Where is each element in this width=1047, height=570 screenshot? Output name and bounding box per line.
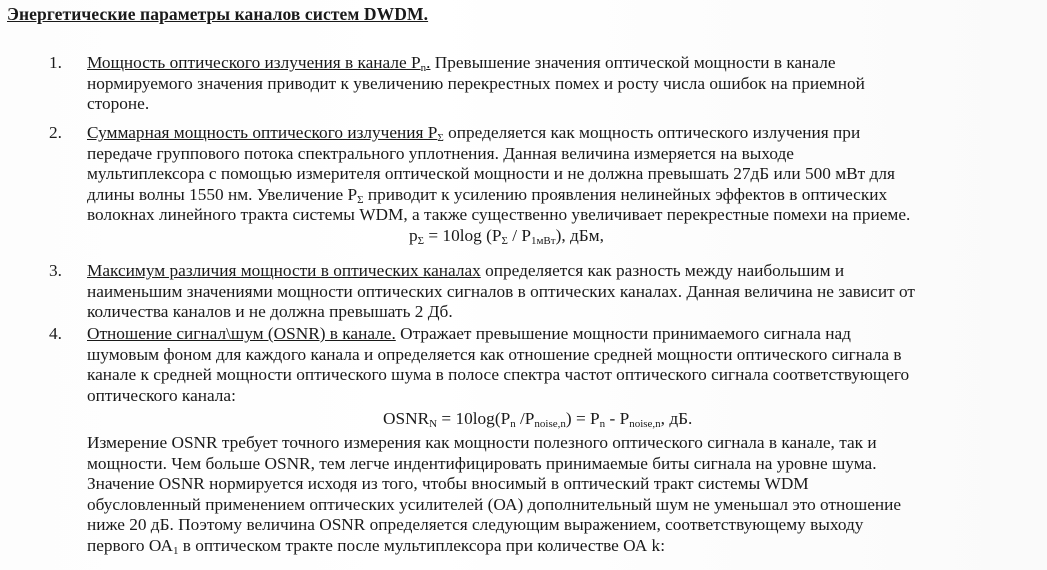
item-number: 4. [49,324,62,343]
item-text: первого $ОА_1$ в оптическом тракте после мультиплексора при количестве ОА k: [87,535,665,557]
item-text: Измерение OSNR требует точного измерения как мощности полезного оптического сигнала в канале, так и [87,433,877,452]
item-body [87,324,1037,433]
item-heading: Суммарная мощность оптического излучения $P_\Sigma$ [87,123,444,144]
item-text: передаче группового потока спектрального уплотнения. Данная величина измеряется на выходе [87,143,794,163]
item-text: определяется как разность между наибольшим и [480,261,845,280]
item-text: ниже 20 дБ. Поэтому величина OSNR определяется следующим выражением, соответствующему выходу [87,515,864,534]
item-text: обусловленный применением оптических усилителей (ОА) дополнительный шум не уменьшал это отношение [87,494,902,514]
item-body [87,433,1037,556]
item-text: волокнах линейного тракта системы WDM, а также существенно увеличивает перекрестные помехи на приеме. [87,205,911,224]
item-text: мультиплексора с помощью измерителя оптической мощности и не должна превышать 27дБ или 500 мВт для [87,164,895,183]
item-heading: Максимум различия мощности в оптических каналах [87,261,481,280]
item-body [87,53,1037,115]
formula-power: $p_\Sigma = 10\log$ $(P_\Sigma / P_{1мВт})$, дБм, [409,225,604,247]
document-title: Энергетические параметры каналов систем DWDM. [7,4,429,24]
item-text: нормируемого значения приводит к увеличению перекрестных помех и росту числа ошибок на приемной [87,73,865,93]
item-heading: Отношение сигнал\шум (OSNR) в канале. [87,324,396,343]
item-text: канале к средней мощности оптического шума в полосе спектра частот оптического сигнала соответствующего [87,365,910,384]
item-text: шумовым фоном для каждого канала и определяется как отношение средней мощности оптического сигнала в [87,344,902,364]
item-text: длины волны 1550 нм. Увеличение $P_\Sigma$ приводит к усилению проявления нелинейных эффектов в оптических [87,184,888,206]
item-body [87,261,1037,323]
formula-osnr: $OSNR_N = 10\log(P_n$ $/P_{noise,n}) = P_n - P_{noise,n}$, дБ. [383,409,693,430]
item-number: 1. [49,53,62,72]
item-text: наименьшим значениями мощности оптических сигналов в оптических каналах. Данная величина не зависит от [87,281,915,301]
item-text: оптического канала: [87,385,236,405]
item-body [87,123,1037,246]
item-number: 2. [49,123,62,142]
item-text: Отражает превышение мощности принимаемого сигнала над [395,324,851,343]
item-text: количества каналов и не должна превышать 2 Дб. [87,302,453,321]
item-heading: Мощность оптического излучения в канале $P_n$. [87,53,431,74]
item-number: 3. [49,261,62,280]
item-text: мощности. Чем больше OSNR, тем легче индентифицировать принимаемые биты сигнала на уровне шума. [87,453,877,473]
item-text: Значение OSNR нормируется исходя из того, чтобы вносимый в оптический тракт системы WDM [87,474,809,493]
item-text: определяется как мощность оптического излучения при [443,123,861,142]
item-text: стороне. [87,94,150,113]
item-text: Превышение значения оптической мощности в канале [430,53,836,72]
